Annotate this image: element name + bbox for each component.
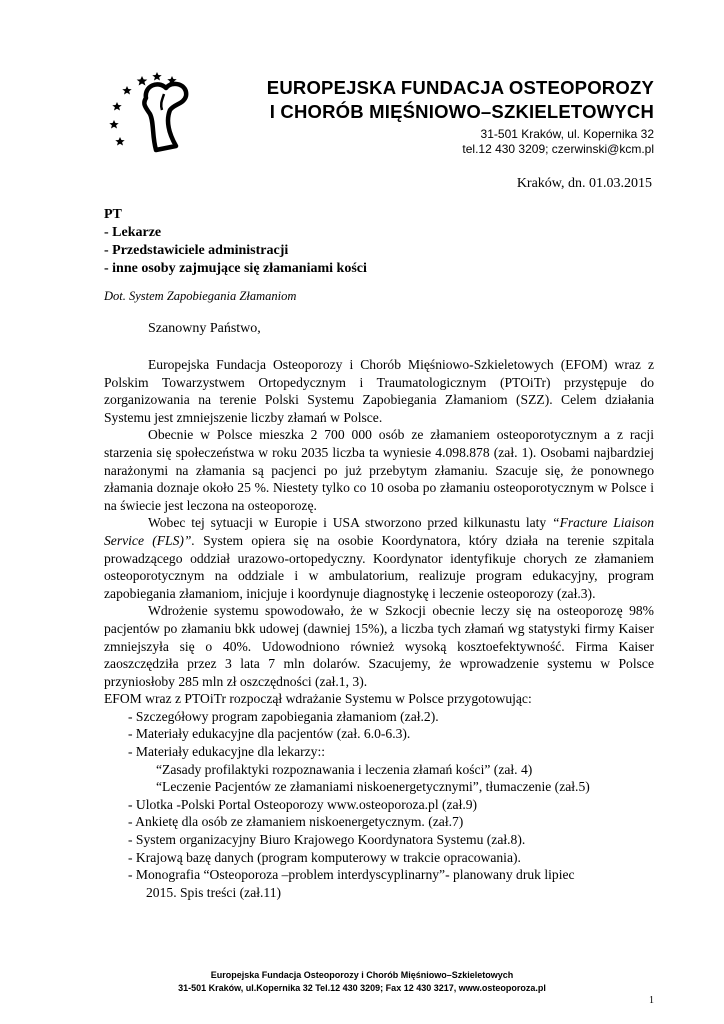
contact-line: tel.12 430 3209; czerwinski@kcm.pl [462,142,654,156]
list-item: - Ulotka -Polski Portal Osteoporozy www.osteoporoza.pl (zał.9) [128,796,478,812]
list-item-continuation: 2015. Spis treści (zał.11) [146,884,282,900]
list-subitem: “Zasady profilaktyki rozpoznawania i leczenia złamań kości” (zał. 4) [156,761,533,777]
address-line: 31-501 Kraków, ul. Kopernika 32 [480,127,654,141]
fls-term: “Fracture Liaison Service (FLS)”. [104,515,654,548]
preparations-list [104,708,654,902]
organization-address [462,127,654,157]
footer-line1: Europejska Fundacja Osteoporozy i Chorób Mięśniowo–Szkieletowych [210,970,514,980]
organization-name [267,76,654,124]
recipient-line: - Przedstawiciele administracji [104,243,289,258]
recipients-block [104,206,367,278]
footer-line2: 31-501 Kraków, ul.Kopernika 32 Tel.12 430 3209; Fax 12 430 3217, www.osteoporoza.pl [178,983,546,993]
paragraph: Wdrożenie systemu spowodowało, że w Szkocji obecnie leczy się na osteoporozę 98% pacjentów po złamaniu bkk udowej (dawniej 15%), a liczba tych złamań wg statystyki firmy Kaiser zmniejszyła się o 40%. Udowodniono również wysoką kosztoefektywność. Firma Kaiser zaoszczędziła przez 3 lata 7 mln dolarów. Szacujemy, że wprowadzenie systemu w Polsce przyniosłoby 285 mln zł oszczędności (zał.1, 3). [104,603,654,689]
list-item: - Szczegółowy program zapobiegania złamaniom (zał.2). [128,708,439,724]
letter-body [104,356,654,901]
page-footer [0,969,724,995]
letter-subject: Dot. System Zapobiegania Złamaniom [104,289,297,303]
recipient-line: PT [104,207,122,222]
paragraph [104,514,654,602]
paragraph-text: System opiera się na osobie Koordynatora, który działa na terenie szpitala prowadzącego oddział urazowo-ortopedyczny. Koordynator identyfikuje chorych ze złamaniem osteoporotycznym na oddziale i w ambulatorium, realizuje program edukacyjny, program zapobiegania złamaniom, inicjuje i koordynuje diagnostykę i leczenie osteoporozy (zał.3). [104,532,654,601]
organization-name-line1: EUROPEJSKA FUNDACJA OSTEOPOROZY [266,77,654,98]
list-subitem: “Leczenie Pacjentów ze złamaniami niskoenergetycznymi”, tłumaczenie (zał.5) [156,779,590,795]
paragraph: Obecnie w Polsce mieszka 2 700 000 osób ze złamaniem osteoporotycznym a z racji starzenia się społeczeństwa w roku 2035 liczba ta wyniesie 4.098.878 (zał. 1). Osobami najbardziej narażonymi na złamania są pacjenci po już przebytym złamaniu. Szacuje się, że ponownego złamania doznaje około 25 %. Niestety tylko co 10 osoba po złamaniu osteoporotycznym w Polsce i na świecie jest leczona na osteoporozę. [104,427,654,513]
page-number: 1 [649,995,654,1006]
list-item: - System organizacyjny Biuro Krajowego Koordynatora Systemu (zał.8). [128,832,526,848]
paragraph: Europejska Fundacja Osteoporozy i Chorób Mięśniowo-Szkieletowych (EFOM) wraz z Polskim Towarzystwem Ortopedycznym i Traumatologicznym (PTOiTr) przystępuje do zorganizowania na terenie Polski Systemu Zapobiegania Złamaniom (SZZ). Celem działania Systemu jest zmniejszenie liczby złamań w Polsce. [104,357,654,425]
list-item: - Materiały edukacyjne dla lekarzy:: [128,744,326,760]
letter-date: Kraków, dn. 01.03.2015 [516,176,652,191]
list-item: - Krajową bazę danych (program komputerowy w trakcie opracowania). [128,849,521,865]
salutation: Szanowny Państwo, [148,321,261,336]
organization-name-line2: I CHORÓB MIĘŚNIOWO–SZKIELETOWYCH [269,101,654,122]
efom-logo-icon [104,70,204,154]
recipient-line: - Lekarze [104,225,162,240]
recipient-line: - inne osoby zajmujące się złamaniami kości [104,261,367,276]
list-item: - Materiały edukacyjne dla pacjentów (zał. 6.0-6.3). [128,726,411,742]
paragraph: EFOM wraz z PTOiTr rozpoczął wdrażanie Systemu w Polsce przygotowując: [104,691,532,707]
list-item: - Monografia “Osteoporoza –problem interdyscyplinarny”- planowany druk lipiec [128,867,575,883]
list-item: - Ankietę dla osób ze złamaniem niskoenergetycznym. (zał.7) [128,814,464,830]
paragraph-text: Wobec tej sytuacji w Europie i USA stworzono przed kilkunastu laty [148,515,553,531]
